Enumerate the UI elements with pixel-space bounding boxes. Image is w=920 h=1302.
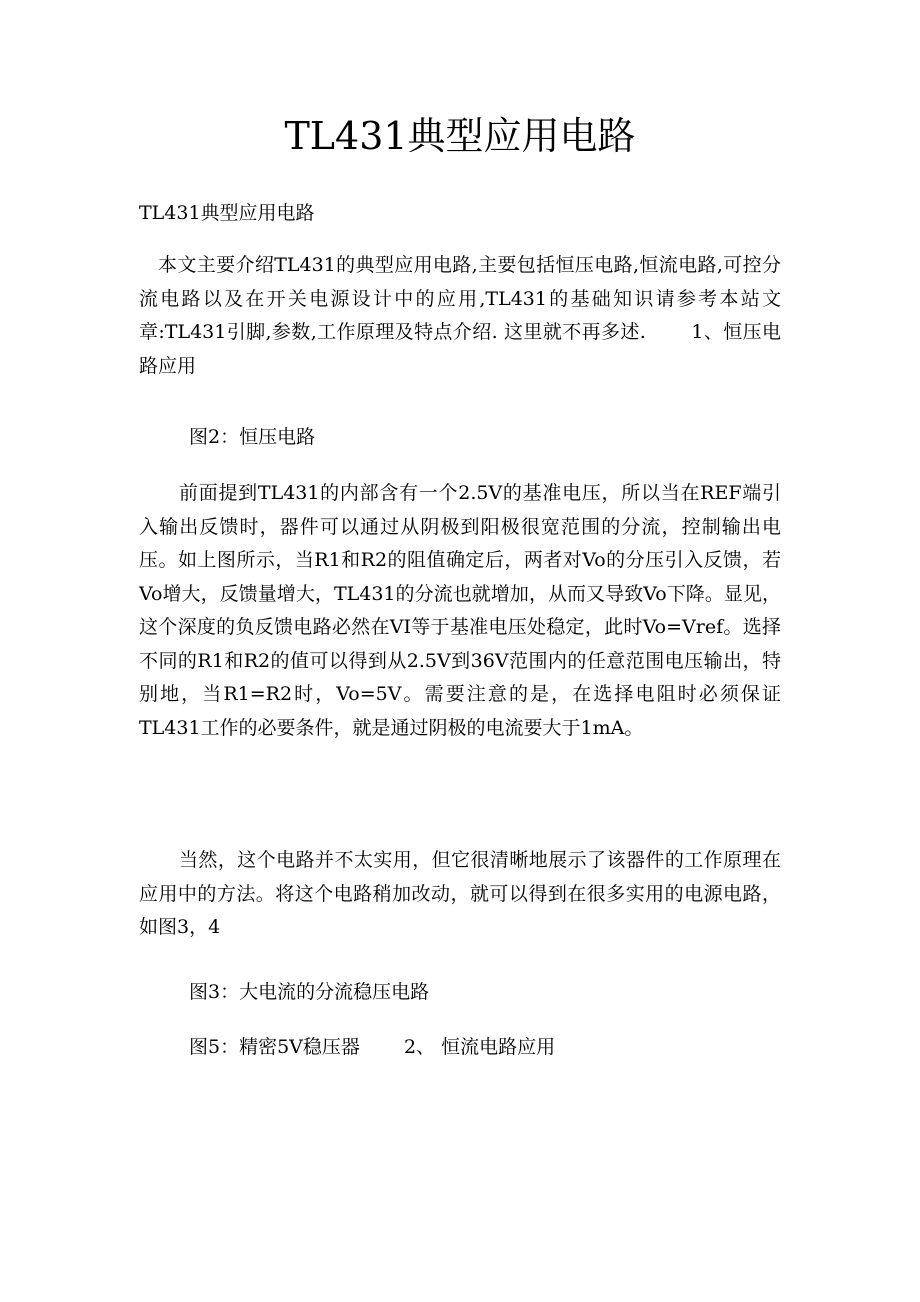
body-paragraph-2: 当然，这个电路并不太实用，但它很清晰地展示了该器件的工作原理在应用中的方法。将这个电路稍加改动，就可以得到在很多实用的电源电路，如图3，4 (139, 849, 781, 938)
intro-paragraph: 本文主要介绍TL431的典型应用电路,主要包括恒压电路,恒流电路,可控分流电路以及在开关电源设计中的应用,TL431的基础知识请参考本站文章:TL431引脚,参数,工作原理及特点介绍. 这里就不再多述. 1、恒压电路应用 (139, 254, 781, 377)
document-title: TL431典型应用电路 (284, 114, 636, 158)
figure-3-caption: 图3：大电流的分流稳压电路 (189, 981, 430, 1003)
body-paragraph-1: 前面提到TL431的内部含有一个2.5V的基准电压，所以当在REF端引入输出反馈时，器件可以通过从阴极到阳极很宽范围的分流，控制输出电压。如上图所示，当R1和R2的阻值确定后，两者对Vo的分压引入反馈，若Vo增大，反馈量增大，TL431的分流也就增加，从而又导致Vo下降。显见，这个深度的负反馈电路必然在VI等于基准电压处稳定，此时Vo=Vref。选择不同的R1和R2的值可以得到从2.5V到36V范围内的任意范围电压输出，特别地，当R1=R2时，Vo=5V。需要注意的是，在选择电阻时必须保证TL431工作的必要条件，就是通过阴极的电流要大于1mA。 (139, 482, 781, 739)
figure-5-caption: 图5：精密5V稳压器 2、 恒流电路应用 (189, 1036, 556, 1058)
document-subtitle: TL431典型应用电路 (139, 202, 315, 224)
figure-2-caption: 图2：恒压电路 (189, 426, 316, 448)
